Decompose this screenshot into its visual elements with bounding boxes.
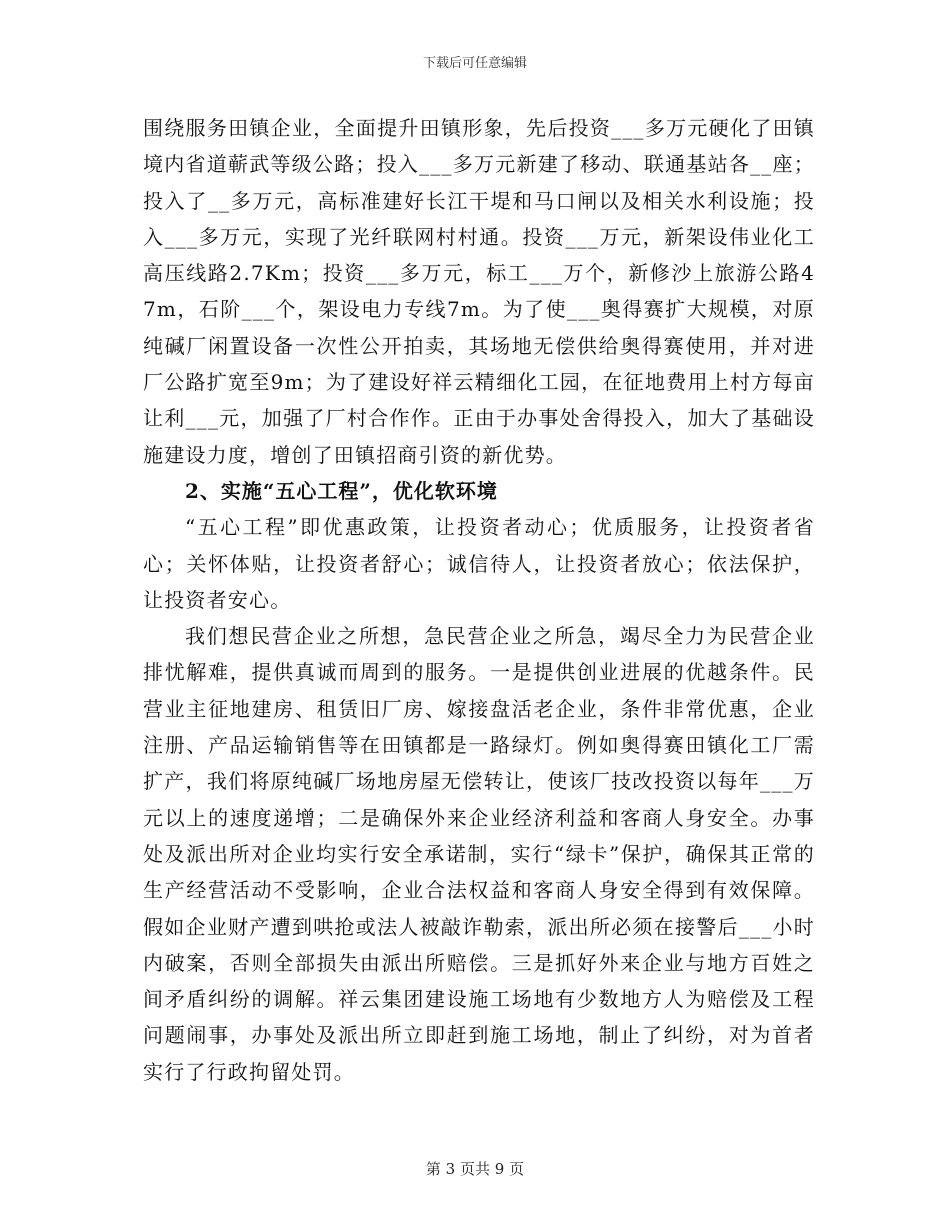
paragraph-five-hearts-definition: “五心工程”即优惠政策，让投资者动心；优质服务，让投资者省心；关怀体贴，让投资者舒心；诚信待人，让投资者放心；依法保护，让投资者安心。	[143, 515, 815, 612]
document-body	[143, 110, 815, 1090]
page-header: 下载后可任意编辑	[422, 56, 527, 71]
paragraph-infrastructure: 围绕服务田镇企业，全面提升田镇形象，先后投资___多万元硬化了田镇境内省道蕲武等级公路；投入___多万元新建了移动、联通基站各__座；投入了__多万元，高标准建好长江干堤和马口闸以及相关水利设施；投入___多万元，实现了光纤联网村村通。投资___万元，新架设伟业化工高压线路2.7Km；投资___多万元，标工___万个，新修沙上旅游公路47m，石阶___个，架设电力专线7m。为了使___奥得赛扩大规模，对原纯碱厂闲置设备一次性公开拍卖，其场地无偿供给奥得赛使用，并对进厂公路扩宽至9m；为了建设好祥云精细化工园，在征地费用上村方每亩让利___元，加强了厂村合作作。正由于办事处舍得投入，加大了基础设施建设力度，增创了田镇招商引资的新优势。	[143, 116, 815, 467]
paragraph-services: 我们想民营企业之所想，急民营企业之所急，竭尽全力为民营企业排忧解难，提供真诚而周到的服务。一是提供创业进展的优越条件。民营业主征地建房、租赁旧厂房、嫁接盘活老企业，条件非常优惠，企业注册、产品运输销售等在田镇都是一路绿灯。例如奥得赛田镇化工厂需扩产，我们将原纯碱厂场地房屋无偿转让，使该厂技改投资以每年___万元以上的速度递增；二是确保外来企业经济利益和客商人身安全。办事处及派出所对企业均实行安全承诺制，实行“绿卡”保护，确保其正常的生产经营活动不受影响，企业合法权益和客商人身安全得到有效保障。假如企业财产遭到哄抢或法人被敲诈勒索，派出所必须在接警后___小时内破案，否则全部损失由派出所赔偿。三是抓好外来企业与地方百姓之间矛盾纠纷的调解。祥云集团建设施工场地有少数地方人为赔偿及工程问题闹事，办事处及派出所立即赶到施工场地，制止了纠纷，对为首者实行了行政拘留处罚。	[143, 624, 815, 1084]
page-number: 第 3 页共 9 页	[425, 1160, 525, 1178]
section-heading-five-hearts: 2、实施“五心工程”，优化软环境	[185, 478, 498, 503]
